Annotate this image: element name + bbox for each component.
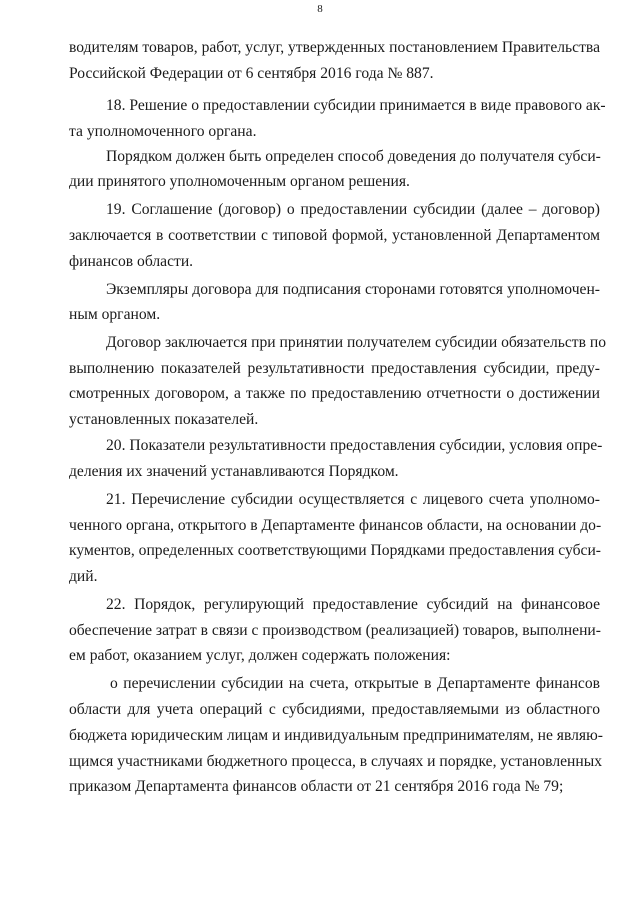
text-line: 19. Соглашение (договор) о предоставлении субсидии (далее – договор) xyxy=(106,201,600,218)
text-line: области для учета операций с субсидиями, предоставляемыми из областного xyxy=(69,701,600,718)
text-line: Российской Федерации от 6 сентября 2016 года № 887. xyxy=(69,65,434,82)
text-line: та уполномоченного органа. xyxy=(69,123,257,140)
text-line: 21. Перечисление субсидии осуществляется с лицевого счета уполномо- xyxy=(106,491,600,508)
text-line: деления их значений устанавливаются Порядком. xyxy=(69,463,399,480)
text-line: кументов, определенных соответствующими Порядками предоставления субси- xyxy=(69,542,601,559)
text-line: Экземпляры договора для подписания сторонами готовятся уполномочен- xyxy=(106,281,600,298)
text-line: водителям товаров, работ, услуг, утвержденных постановлением Правительства xyxy=(69,39,600,56)
text-line: приказом Департамента финансов области от 21 сентября 2016 года № 79; xyxy=(69,778,564,795)
text-line: финансов области. xyxy=(69,253,194,270)
text-line: 18. Решение о предоставлении субсидии принимается в виде правового ак- xyxy=(106,97,606,114)
text-line: дий. xyxy=(69,568,98,585)
text-line: бюджета юридическим лицам и индивидуальным предпринимателям, не являю- xyxy=(69,727,603,744)
text-line: щимся участниками бюджетного процесса, в случаях и порядке, установленных xyxy=(69,753,602,770)
text-line: установленных показателей. xyxy=(69,411,259,428)
text-line: обеспечение затрат в связи с производством (реализацией) товаров, выполнени- xyxy=(69,622,601,639)
text-line: ем работ, оказанием услуг, должен содержать положения: xyxy=(69,647,451,664)
text-line: Порядком должен быть определен способ доведения до получателя субси- xyxy=(106,148,601,165)
text-line: ченного органа, открытого в Департаменте финансов области, на основании до- xyxy=(69,517,602,534)
text-line: смотренных договором, а также по предоставлению отчетности о достижении xyxy=(69,385,600,402)
page-number: 8 xyxy=(317,3,323,15)
text-line: Договор заключается при принятии получателем субсидии обязательств по xyxy=(106,334,607,351)
text-line: ным органом. xyxy=(69,306,161,323)
text-line: дии принятого уполномоченным органом решения. xyxy=(69,173,410,190)
text-line: 22. Порядок, регулирующий предоставление субсидий на финансовое xyxy=(106,596,600,613)
text-line: 20. Показатели результативности предоставления субсидии, условия опре- xyxy=(106,437,603,454)
text-line: заключается в соответствии с типовой формой, установленной Департаментом xyxy=(69,227,600,244)
text-line: выполнению показателей результативности предоставления субсидии, преду- xyxy=(69,360,600,377)
text-line: о перечислении субсидии на счета, открытые в Департаменте финансов xyxy=(110,675,600,692)
